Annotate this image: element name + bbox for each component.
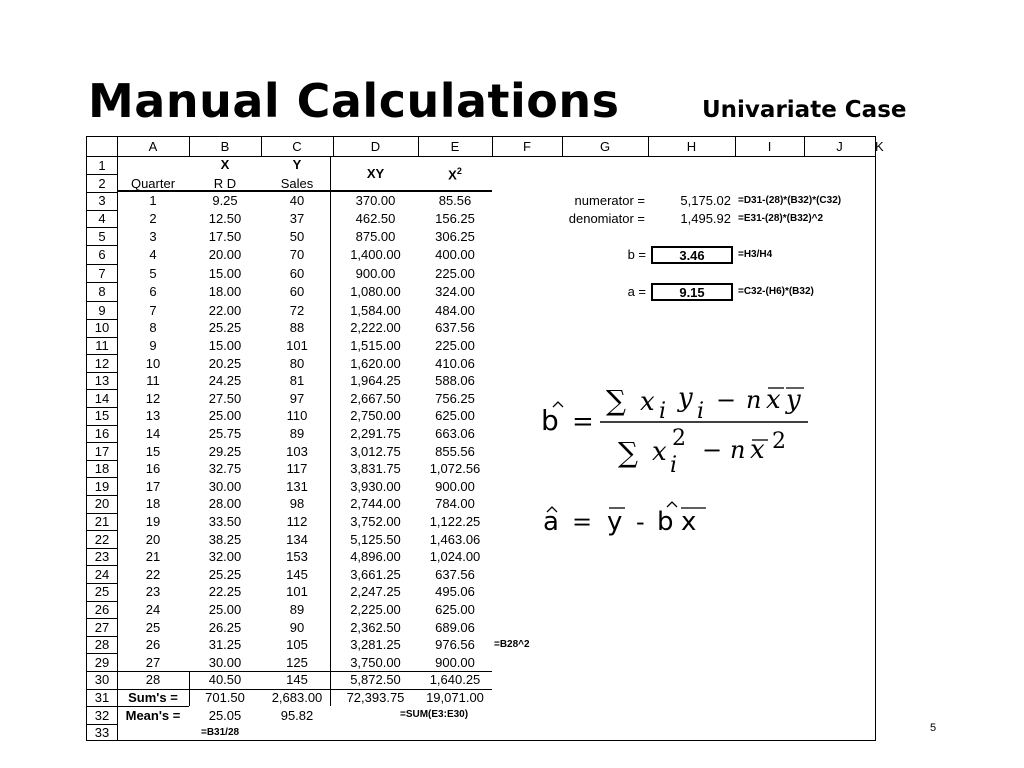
table-cell: 40	[289, 193, 305, 209]
table-cell: 12	[145, 390, 161, 406]
n-variable: n	[746, 386, 762, 414]
table-cell: 3,661.25	[350, 566, 401, 582]
y-variable: y	[678, 383, 693, 413]
numerator-value: 5,175.02	[680, 193, 731, 209]
table-cell: 90	[289, 619, 305, 635]
table-cell: 1,024.00	[429, 549, 481, 565]
row-number-24: 24	[94, 566, 110, 582]
table-cell: 145	[286, 566, 308, 582]
table-cell: 26	[145, 637, 161, 653]
row-number-14: 14	[94, 390, 110, 406]
column-header-j: J	[836, 139, 843, 154]
table-cell: 117	[286, 461, 308, 477]
x-variable: x	[652, 437, 667, 467]
sum-symbol: ∑	[618, 436, 638, 469]
row-number-8: 8	[98, 284, 106, 300]
b-hat-symbol: b	[541, 404, 559, 437]
table-cell: 134	[286, 531, 308, 547]
row-number-2: 2	[98, 175, 106, 191]
table-cell: 50	[289, 228, 305, 244]
table-cell: 20.00	[208, 247, 242, 263]
column-header-i: I	[767, 139, 772, 154]
table-cell: 10	[145, 355, 161, 371]
table-cell: 324.00	[435, 284, 475, 300]
table-cell: 2,247.25	[350, 584, 401, 600]
table-cell: 3,012.75	[350, 443, 401, 459]
b-value-box: 3.46	[651, 246, 733, 265]
table-cell: 98	[289, 496, 305, 512]
exponent-2: 2	[772, 429, 786, 454]
table-cell: 9	[149, 337, 157, 353]
table-cell: 26.25	[208, 619, 242, 635]
table-cell: 23	[145, 584, 161, 600]
slide-title: Manual Calculations	[88, 74, 620, 128]
table-cell: 410.06	[435, 355, 475, 371]
table-cell: 153	[286, 549, 308, 565]
a-value-box: 9.15	[651, 283, 733, 302]
table-cell: 6	[149, 284, 157, 300]
table-cell: 145	[286, 672, 308, 688]
table-cell: 60	[289, 265, 305, 281]
table-cell: 2,291.75	[350, 425, 401, 441]
column-header-b: B	[220, 139, 230, 154]
minus-symbol: −	[716, 386, 737, 414]
b-label: b =	[627, 247, 646, 263]
table-cell: 625.00	[435, 601, 475, 617]
row-number-22: 22	[94, 531, 110, 547]
table-cell: 900.00	[355, 265, 396, 281]
table-cell: 25.75	[208, 425, 242, 441]
table-cell: 2,750.00	[350, 408, 401, 424]
row-number-30: 30	[94, 672, 110, 688]
table-cell: 3,750.00	[350, 654, 401, 670]
table-cell: 3,281.25	[350, 637, 401, 653]
numerator-label: numerator =	[574, 193, 645, 209]
table-cell: 85.56	[438, 193, 472, 209]
table-cell: 88	[289, 320, 305, 336]
table-cell: 32.00	[208, 549, 242, 565]
table-cell: 756.25	[435, 390, 475, 406]
table-cell: 101	[286, 337, 308, 353]
table-cell: 22.25	[208, 584, 242, 600]
table-cell: 30.00	[208, 654, 242, 670]
row-number-21: 21	[94, 513, 110, 529]
a-hat-equals: =	[572, 508, 593, 536]
table-cell: 1,964.25	[350, 373, 401, 389]
row-number-32: 32	[94, 707, 110, 723]
column-header-h: H	[686, 139, 697, 154]
header-x: X	[220, 157, 230, 172]
table-cell: 495.06	[435, 584, 475, 600]
sum-e: 19,071.00	[426, 689, 484, 705]
table-cell: 125	[286, 654, 308, 670]
table-cell: 70	[289, 247, 305, 263]
table-cell: 5	[149, 265, 157, 281]
row-number-25: 25	[94, 584, 110, 600]
subscript-i: i	[659, 399, 667, 424]
table-cell: 855.56	[435, 443, 475, 459]
table-cell: 18.00	[208, 284, 242, 300]
table-cell: 112	[286, 513, 308, 529]
table-cell: 2,225.00	[350, 601, 401, 617]
row-number-5: 5	[98, 228, 106, 244]
x-variable: x	[640, 387, 655, 417]
row-number-4: 4	[98, 210, 106, 226]
table-cell: 19	[145, 513, 161, 529]
subscript-i: i	[670, 453, 678, 478]
table-cell: 2	[149, 210, 157, 226]
row-line	[87, 282, 117, 283]
b-formula: =H3/H4	[738, 249, 773, 261]
means-label: Mean's =	[125, 707, 181, 723]
table-cell: 24	[145, 601, 161, 617]
header-rd: R D	[213, 175, 237, 191]
header-x-squared-base: X	[448, 167, 457, 183]
mean-c: 95.82	[280, 707, 314, 723]
table-cell: 27.50	[208, 390, 242, 406]
table-cell: 156.25	[435, 210, 475, 226]
table-cell: 1,072.56	[429, 461, 481, 477]
table-cell: 900.00	[435, 654, 475, 670]
row-number-10: 10	[94, 320, 110, 336]
table-cell: 3,831.75	[350, 461, 401, 477]
header-quarter: Quarter	[130, 175, 176, 191]
row-line	[87, 174, 117, 175]
x-variable: x	[750, 435, 765, 465]
table-cell: 89	[289, 425, 305, 441]
row-number-33: 33	[94, 724, 110, 740]
numerator-formula: =D31-(28)*(B32)*(C32)	[738, 195, 842, 207]
sum-symbol: ∑	[606, 384, 626, 417]
table-cell: 40.50	[208, 672, 242, 688]
column-header-g: G	[599, 139, 611, 154]
table-cell: 37	[289, 210, 305, 226]
table-cell: 12.50	[208, 210, 242, 226]
sum-c: 2,683.00	[271, 689, 323, 705]
table-cell: 13	[145, 408, 161, 424]
row-number-28: 28	[94, 637, 110, 653]
table-cell: 7	[149, 302, 157, 318]
denominator-label: denomiator =	[568, 210, 645, 226]
mean-b: 25.05	[208, 707, 242, 723]
table-cell: 370.00	[355, 193, 396, 209]
table-cell: 1,463.06	[429, 531, 481, 547]
header-sales: Sales	[280, 175, 314, 191]
table-cell: 38.25	[208, 531, 242, 547]
table-cell: 20.25	[208, 355, 242, 371]
table-cell: 15.00	[208, 337, 242, 353]
sums-label: Sum's =	[128, 689, 178, 705]
table-cell: 784.00	[435, 496, 475, 512]
row-number-29: 29	[94, 654, 110, 670]
table-cell: 484.00	[435, 302, 475, 318]
table-cell: 689.06	[435, 619, 475, 635]
table-cell: 4,896.00	[350, 549, 401, 565]
row-number-23: 23	[94, 549, 110, 565]
n-variable: n	[730, 436, 746, 464]
row-number-11: 11	[95, 337, 109, 353]
table-cell: 22	[145, 566, 161, 582]
table-cell: 105	[286, 637, 308, 653]
table-cell: 625.00	[435, 408, 475, 424]
column-header-a: A	[148, 139, 158, 154]
minus-symbol: −	[702, 436, 723, 464]
row-number-3: 3	[98, 193, 106, 209]
table-cell: 1,080.00	[350, 284, 401, 300]
column-header-e: E	[450, 139, 460, 154]
table-cell: 32.75	[208, 461, 242, 477]
denominator-formula: =E31-(28)*(B32)^2	[738, 212, 824, 224]
table-cell: 400.00	[435, 247, 475, 263]
note-b31-over-28: =B31/28	[201, 727, 240, 739]
a-hat-symbol: a	[543, 507, 559, 537]
table-cell: 2,667.50	[350, 390, 401, 406]
y-variable: y	[786, 385, 801, 415]
table-cell: 16	[145, 461, 161, 477]
table-cell: 4	[149, 247, 157, 263]
table-cell: 9.25	[212, 193, 238, 209]
row-number-18: 18	[94, 461, 110, 477]
table-cell: 1,584.00	[350, 302, 401, 318]
table-cell: 22.00	[208, 302, 242, 318]
row-number-9: 9	[98, 302, 106, 318]
table-cell: 72	[289, 302, 305, 318]
denominator-value: 1,495.92	[680, 210, 731, 226]
header-xy: XY	[366, 166, 385, 181]
table-cell: 306.25	[435, 228, 475, 244]
table-cell: 976.56	[435, 637, 475, 653]
note-sum-e: =SUM(E3:E30)	[400, 709, 469, 720]
table-cell: 25	[145, 619, 161, 635]
table-cell: 1,515.00	[350, 337, 401, 353]
table-cell: 89	[289, 601, 305, 617]
header-bottom-line	[87, 156, 875, 157]
table-cell: 637.56	[435, 320, 475, 336]
table-cell: 21	[145, 549, 161, 565]
table-cell: 5,872.50	[350, 672, 401, 688]
table-cell: 1,640.25	[429, 672, 481, 688]
row-number-1: 1	[98, 157, 106, 173]
table-cell: 225.00	[435, 337, 475, 353]
table-cell: 81	[289, 373, 305, 389]
header-x-squared	[418, 167, 492, 181]
table-cell: 15.00	[208, 265, 242, 281]
table-cell: 18	[145, 496, 161, 512]
a-label: a =	[627, 284, 646, 300]
table-cell: 17	[145, 478, 161, 494]
table-cell: 33.50	[208, 513, 242, 529]
table-cell: 25.25	[208, 566, 242, 582]
row-line	[87, 245, 117, 246]
table-cell: 637.56	[435, 566, 475, 582]
b-hat-in-a: b	[657, 507, 674, 537]
table-cell: 15	[145, 443, 161, 459]
x-mean-symbol: x	[681, 507, 697, 537]
sum-d: 72,393.75	[346, 689, 405, 705]
column-header-k: K	[875, 139, 884, 154]
table-cell: 29.25	[208, 443, 242, 459]
row-number-16: 16	[94, 425, 110, 441]
sum-b: 701.50	[205, 689, 245, 705]
exponent-2: 2	[672, 426, 686, 451]
table-cell: 110	[286, 408, 308, 424]
table-cell: 17.50	[208, 228, 242, 244]
table-cell: 25.00	[208, 408, 242, 424]
table-cell: 24.25	[208, 373, 242, 389]
table-cell: 5,125.50	[350, 531, 401, 547]
minus-symbol: -	[636, 508, 645, 536]
column-header-d: D	[370, 139, 381, 154]
table-cell: 60	[289, 284, 305, 300]
table-cell: 1,620.00	[350, 355, 401, 371]
table-cell: 25.00	[208, 601, 242, 617]
table-cell: 663.06	[435, 425, 475, 441]
table-cell: 131	[286, 478, 308, 494]
table-cell: 30.00	[208, 478, 242, 494]
table-cell: 3,752.00	[350, 513, 401, 529]
x-variable: x	[766, 385, 781, 415]
table-cell: 225.00	[435, 265, 475, 281]
table-cell: 101	[286, 584, 308, 600]
table-cell: 1,122.25	[429, 513, 481, 529]
table-cell: 28	[145, 672, 161, 688]
row-number-27: 27	[94, 619, 110, 635]
row-number-20: 20	[94, 496, 110, 512]
b-hat-equals: =	[572, 407, 594, 437]
table-cell: 1	[149, 193, 157, 209]
table-cell: 3	[149, 228, 157, 244]
table-cell: 588.06	[435, 373, 475, 389]
table-cell: 1,400.00	[350, 247, 401, 263]
row-number-17: 17	[94, 443, 110, 459]
row-number-19: 19	[94, 478, 110, 494]
table-cell: 28.00	[208, 496, 242, 512]
table-cell: 2,222.00	[350, 320, 401, 336]
header-y: Y	[292, 157, 302, 172]
table-cell: 27	[145, 654, 161, 670]
row-number-31: 31	[94, 689, 110, 705]
row-number-13: 13	[94, 373, 110, 389]
table-cell: 97	[289, 390, 305, 406]
table-cell: 3,930.00	[350, 478, 401, 494]
table-cell: 14	[145, 425, 161, 441]
row-number-6: 6	[98, 247, 106, 263]
row-number-26: 26	[94, 601, 110, 617]
table-cell: 11	[146, 373, 160, 389]
table-cell: 20	[145, 531, 161, 547]
table-cell: 25.25	[208, 320, 242, 336]
table-cell: 462.50	[355, 210, 396, 226]
a-formula: =C32-(H6)*(B32)	[738, 286, 814, 298]
table-cell: 2,362.50	[350, 619, 401, 635]
header-x-squared-exponent: 2	[456, 166, 462, 176]
slide-subtitle: Univariate Case	[702, 97, 907, 123]
subscript-i: i	[697, 399, 705, 424]
row-number-7: 7	[98, 265, 106, 281]
row-number-12: 12	[94, 355, 110, 371]
spreadsheet	[86, 136, 884, 741]
table-cell: 2,744.00	[350, 496, 401, 512]
table-cell: 80	[289, 355, 305, 371]
table-cell: 900.00	[435, 478, 475, 494]
table-cell: 8	[149, 320, 157, 336]
column-header-f: F	[523, 139, 531, 154]
table-cell: 31.25	[208, 637, 242, 653]
table-cell: 875.00	[355, 228, 396, 244]
column-header-c: C	[292, 139, 302, 154]
row-number-15: 15	[94, 408, 110, 424]
page-number: 5	[930, 722, 937, 734]
table-cell: 103	[286, 443, 308, 459]
y-mean-symbol: y	[607, 507, 623, 537]
note-b28-squared: =B28^2	[494, 638, 530, 650]
